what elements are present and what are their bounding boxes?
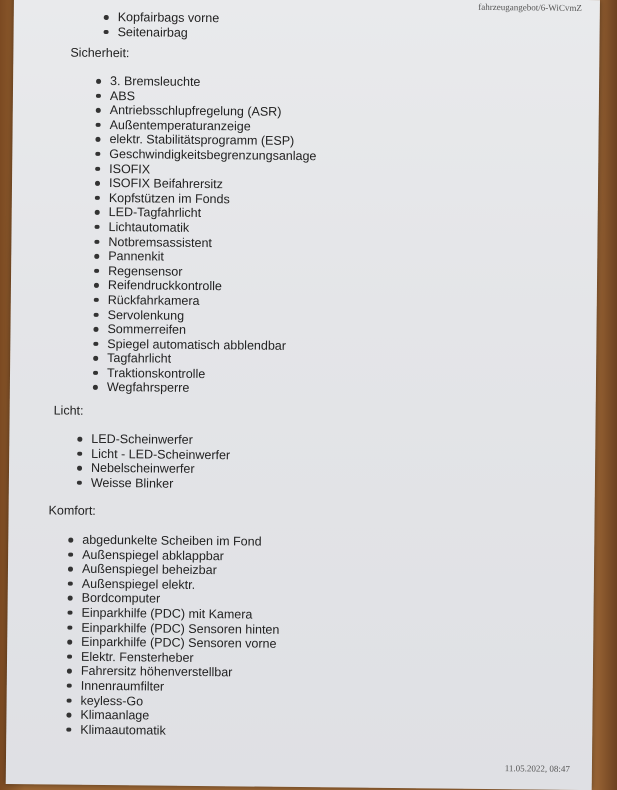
- licht-list: [73, 432, 231, 492]
- list-item: Notbremsassistent: [90, 234, 315, 251]
- list-item: Sommerreifen: [89, 322, 314, 339]
- list-item: Licht - LED-Scheinwerfer: [73, 446, 230, 462]
- komfort-list: [62, 533, 280, 740]
- list-item: ISOFIX: [91, 161, 316, 178]
- airbags-list: [100, 10, 220, 40]
- list-item: Klimaanlage: [62, 708, 278, 725]
- list-item: Klimaautomatik: [62, 722, 278, 739]
- list-item: elektr. Stabilitätsprogramm (ESP): [91, 132, 316, 149]
- list-item: Geschwindigkeitsbegrenzungsanlage: [91, 147, 316, 164]
- list-item: Pannenkit: [90, 249, 315, 266]
- printed-page: [6, 0, 600, 790]
- list-item: Spiegel automatisch abblendbar: [89, 336, 314, 353]
- list-item: Außentemperaturanzeige: [92, 118, 317, 135]
- list-item: Fahrersitz höhenverstellbar: [63, 664, 279, 681]
- section-title-sicherheit: Sicherheit:: [70, 46, 129, 61]
- sicherheit-list: [89, 74, 317, 397]
- page-url-header: fahrzeugangebot/6-WiCvmZ: [478, 2, 582, 13]
- list-item: Außenspiegel elektr.: [64, 576, 280, 593]
- list-item: keyless-Go: [63, 693, 279, 710]
- list-item: Kopfairbags vorne: [100, 10, 220, 26]
- section-title-komfort: Komfort:: [49, 503, 96, 517]
- list-item: Nebelscheinwerfer: [73, 461, 230, 477]
- list-item: Einparkhilfe (PDC) Sensoren hinten: [63, 620, 279, 637]
- list-item: 3. Bremsleuchte: [92, 74, 317, 91]
- list-item: ISOFIX Beifahrersitz: [91, 176, 316, 193]
- list-item: Elektr. Fensterheber: [63, 649, 279, 666]
- list-item: LED-Tagfahrlicht: [91, 205, 316, 222]
- section-title-licht: Licht:: [54, 403, 84, 417]
- list-item: Lichtautomatik: [90, 220, 315, 237]
- list-item: Seitenairbag: [100, 24, 220, 40]
- print-date-footer: 11.05.2022, 08:47: [505, 763, 570, 774]
- list-item: Einparkhilfe (PDC) mit Kamera: [63, 606, 279, 623]
- list-item: Weisse Blinker: [73, 475, 230, 491]
- list-item: Außenspiegel beheizbar: [64, 562, 280, 579]
- list-item: Innenraumfilter: [63, 678, 279, 695]
- list-item: Servolenkung: [90, 307, 315, 324]
- list-item: Traktionskontrolle: [89, 366, 314, 383]
- list-item: LED-Scheinwerfer: [73, 432, 230, 448]
- list-item: Tagfahrlicht: [89, 351, 314, 368]
- list-item: Regensensor: [90, 264, 315, 281]
- list-item: abgedunkelte Scheiben im Fond: [64, 533, 280, 550]
- list-item: Reifendruckkontrolle: [90, 278, 315, 295]
- list-item: Antriebsschlupfregelung (ASR): [92, 103, 317, 120]
- list-item: Bordcomputer: [64, 591, 280, 608]
- list-item: Einparkhilfe (PDC) Sensoren vorne: [63, 635, 279, 652]
- list-item: Wegfahrsperre: [89, 380, 314, 397]
- list-item: Rückfahrkamera: [90, 293, 315, 310]
- list-item: Kopfstützen im Fonds: [91, 191, 316, 208]
- list-item: Außenspiegel abklappbar: [64, 547, 280, 564]
- list-item: ABS: [92, 88, 317, 105]
